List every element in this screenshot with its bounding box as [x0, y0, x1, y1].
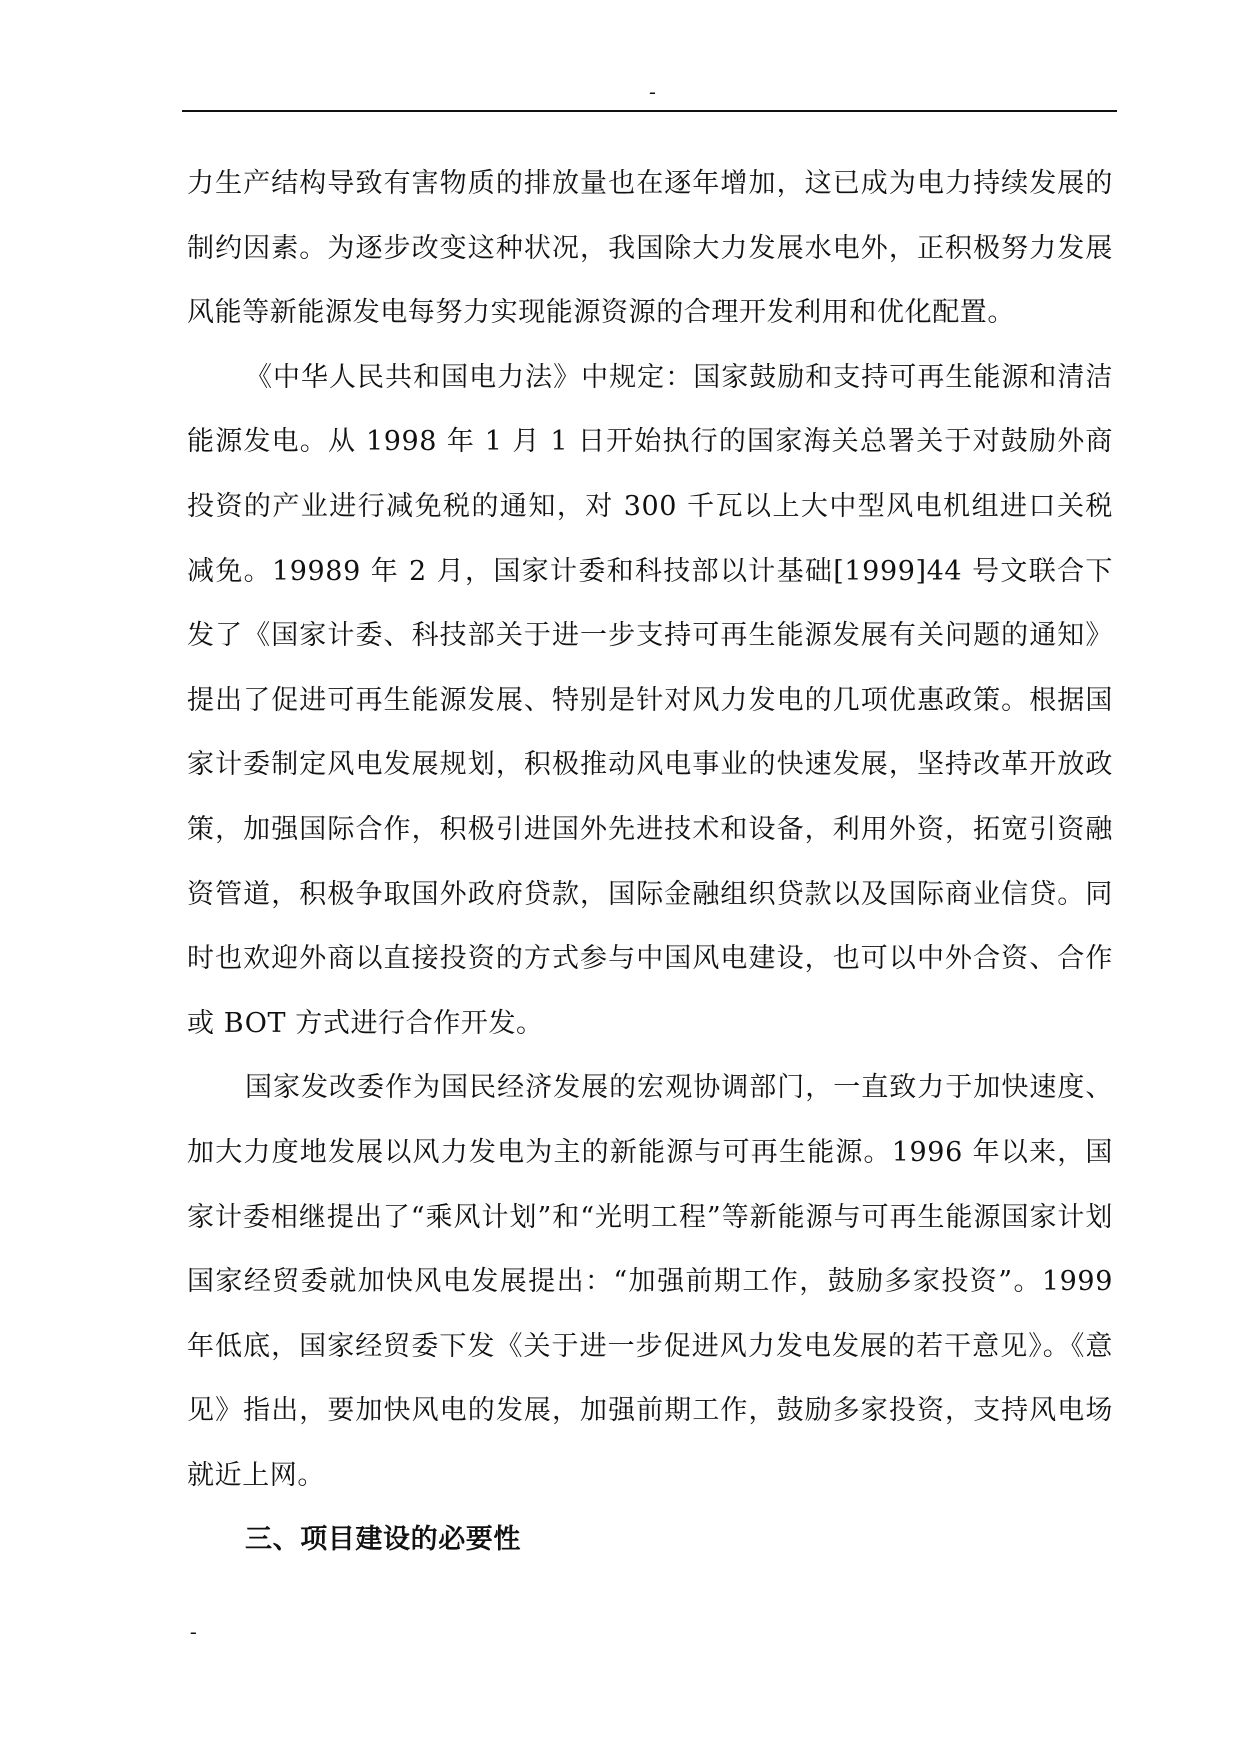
paragraph-continued: 力生产结构导致有害物质的排放量也在逐年增加，这已成为电力持续发展的制约因素。为逐步改变这种状况，我国除大力发展水电外，正积极努力发展风能等新能源发电每努力实现能源资源的合理开发利用和优化配置。	[187, 168, 1113, 329]
footer-mark: -	[190, 1621, 197, 1643]
section-heading: 三、项目建设的必要性	[245, 1524, 521, 1556]
paragraph-development-commission: 国家发改委作为国民经济发展的宏观协调部门，一直致力于加快速度、加大力度地发展以风力发电为主的新能源与可再生能源。1996 年以来，国家计委相继提出了“乘风计划”和“光明工程”等新能源与可再生能源国家计划国家经贸委就加快风电发展提出：“加强前期工作，鼓励多家投资”。1999 年低底，国家经贸委下发《关于进一步促进风力发电发展的若干意见》。《意见》指出，要加快风电的发展，加强前期工作，鼓励多家投资，支持风电场就近上网。	[187, 1072, 1123, 1491]
document-body	[187, 152, 1123, 1573]
header-rule	[182, 110, 1117, 112]
header-mark: -	[649, 81, 656, 103]
paragraph-electricity-law: 《中华人民共和国电力法》中规定：国家鼓励和支持可再生能源和清洁能源发电。从 1998 年 1 月 1 日开始执行的国家海关总署关于对鼓励外商投资的产业进行减免税的通知，对 300 千瓦以上大中型风电机组进口关税减免。19989 年 2 月，国家计委和科技部以计基础[1999]44 号文联合下发了《国家计委、科技部关于进一步支持可再生能源发展有关问题的通知》提出了促进可再生能源发展、特别是针对风力发电的几项优惠政策。根据国家计委制定风电发展规划，积极推动风电事业的快速发展，坚持改革开放政策，加强国际合作，积极引进国外先进技术和设备，利用外资，拓宽引资融资管道，积极争取国外政府贷款，国际金融组织贷款以及国际商业信贷。同时也欢迎外商以直接投资的方式参与中国风电建设，也可以中外合资、合作或 BOT 方式进行合作开发。	[187, 361, 1113, 1039]
